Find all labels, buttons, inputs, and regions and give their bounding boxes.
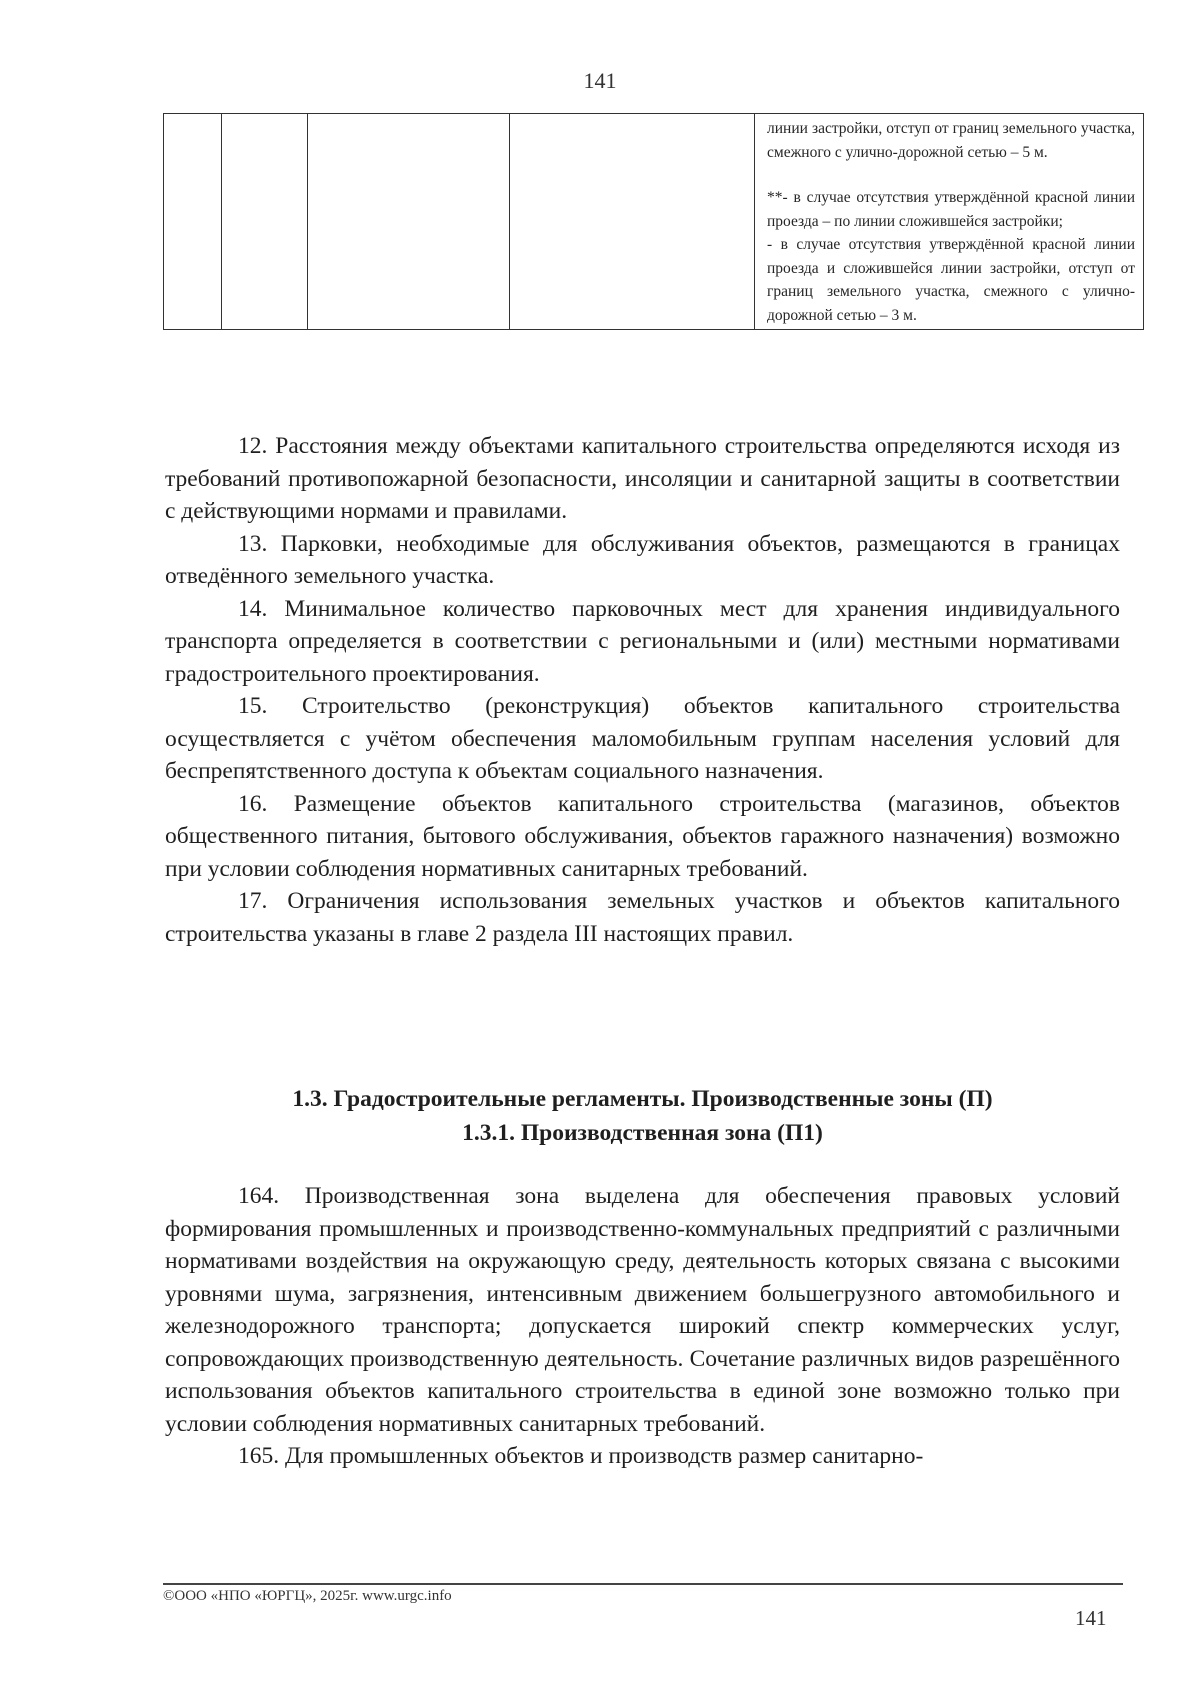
paragraph-16: 16. Размещение объектов капитального строительства (магазинов, объектов общественного питания, бытового обслуживания, объектов гаражного назначения) возможно при условии соблюдения нормативных санитарных требований. — [165, 790, 1120, 882]
cell-paragraph-3: - в случае отсутствия утверждённой красной линии проезда и сложившейся линии застройки, отступ от границ земельного участка, смежного с улично-дорожной сетью – 3 м. — [767, 236, 1135, 324]
footer-divider — [163, 1583, 1123, 1585]
continued-table — [163, 113, 1144, 330]
page-number-bottom: 141 — [1075, 1606, 1107, 1630]
paragraph-12: 12. Расстояния между объектами капитального строительства определяются исходя из требований противопожарной безопасности, инсоляции и санитарной защиты в соответствии с действующими нормами и правилами. — [165, 433, 1120, 524]
paragraph-13: 13. Парковки, необходимые для обслуживания объектов, размещаются в границах отведённого земельного участка. — [165, 530, 1120, 589]
page-number-top: 141 — [583, 68, 617, 93]
section-heading: 1.3. Градостроительные регламенты. Производственные зоны (П) — [292, 1086, 993, 1112]
paragraph-165: 165. Для промышленных объектов и производств размер санитарно- — [238, 1443, 924, 1469]
section-headings — [165, 1082, 1120, 1150]
paragraph-17: 17. Ограничения использования земельных участков и объектов капитального строительства указаны в главе 2 раздела III настоящих правил. — [165, 888, 1120, 947]
paragraph-14: 14. Минимальное количество парковочных мест для хранения индивидуального транспорта определяется в соответствии с региональными и (или) местными нормативами градостроительного проектирования. — [165, 595, 1120, 687]
subsection-heading: 1.3.1. Производственная зона (П1) — [462, 1120, 823, 1146]
table-cell-3 — [308, 114, 510, 330]
table-cell-2 — [222, 114, 308, 330]
table-cell-1 — [164, 114, 222, 330]
footer-copyright: ©ООО «НПО «ЮРГЦ», 2025г. www.urgc.info — [163, 1588, 452, 1604]
paragraph-15: 15. Строительство (реконструкция) объектов капитального строительства осуществляется с учётом обеспечения маломобильным группам населения условий для беспрепятственного доступа к объектам социального назначения. — [165, 693, 1120, 784]
cell-paragraph-2: **- в случае отсутствия утверждённой красной линии проезда – по линии сложившейся застройки; — [767, 189, 1135, 230]
body-text — [165, 430, 1120, 950]
table-cell-5 — [755, 114, 1144, 330]
table-cell-4 — [510, 114, 755, 330]
table-row — [164, 114, 1144, 330]
body-text-2 — [165, 1180, 1120, 1473]
paragraph-164: 164. Производственная зона выделена для обеспечения правовых условий формирования промышленных и производственно-коммунальных предприятий с различными нормативами воздействия на окружающую среду, деятельность которых связана с высокими уровнями шума, загрязнения, интенсивным движением большегрузного автомобильного и железнодорожного транспорта; допускается широкий спектр коммерческих услуг, сопровождающих производственную деятельность. Сочетание различных видов разрешённого использования объектов капитального строительства в единой зоне возможно только при условии соблюдения нормативных санитарных требований. — [165, 1183, 1120, 1437]
cell-paragraph-1: линии застройки, отступ от границ земельного участка, смежного с улично-дорожной сетью – 5 м. — [767, 120, 1135, 161]
